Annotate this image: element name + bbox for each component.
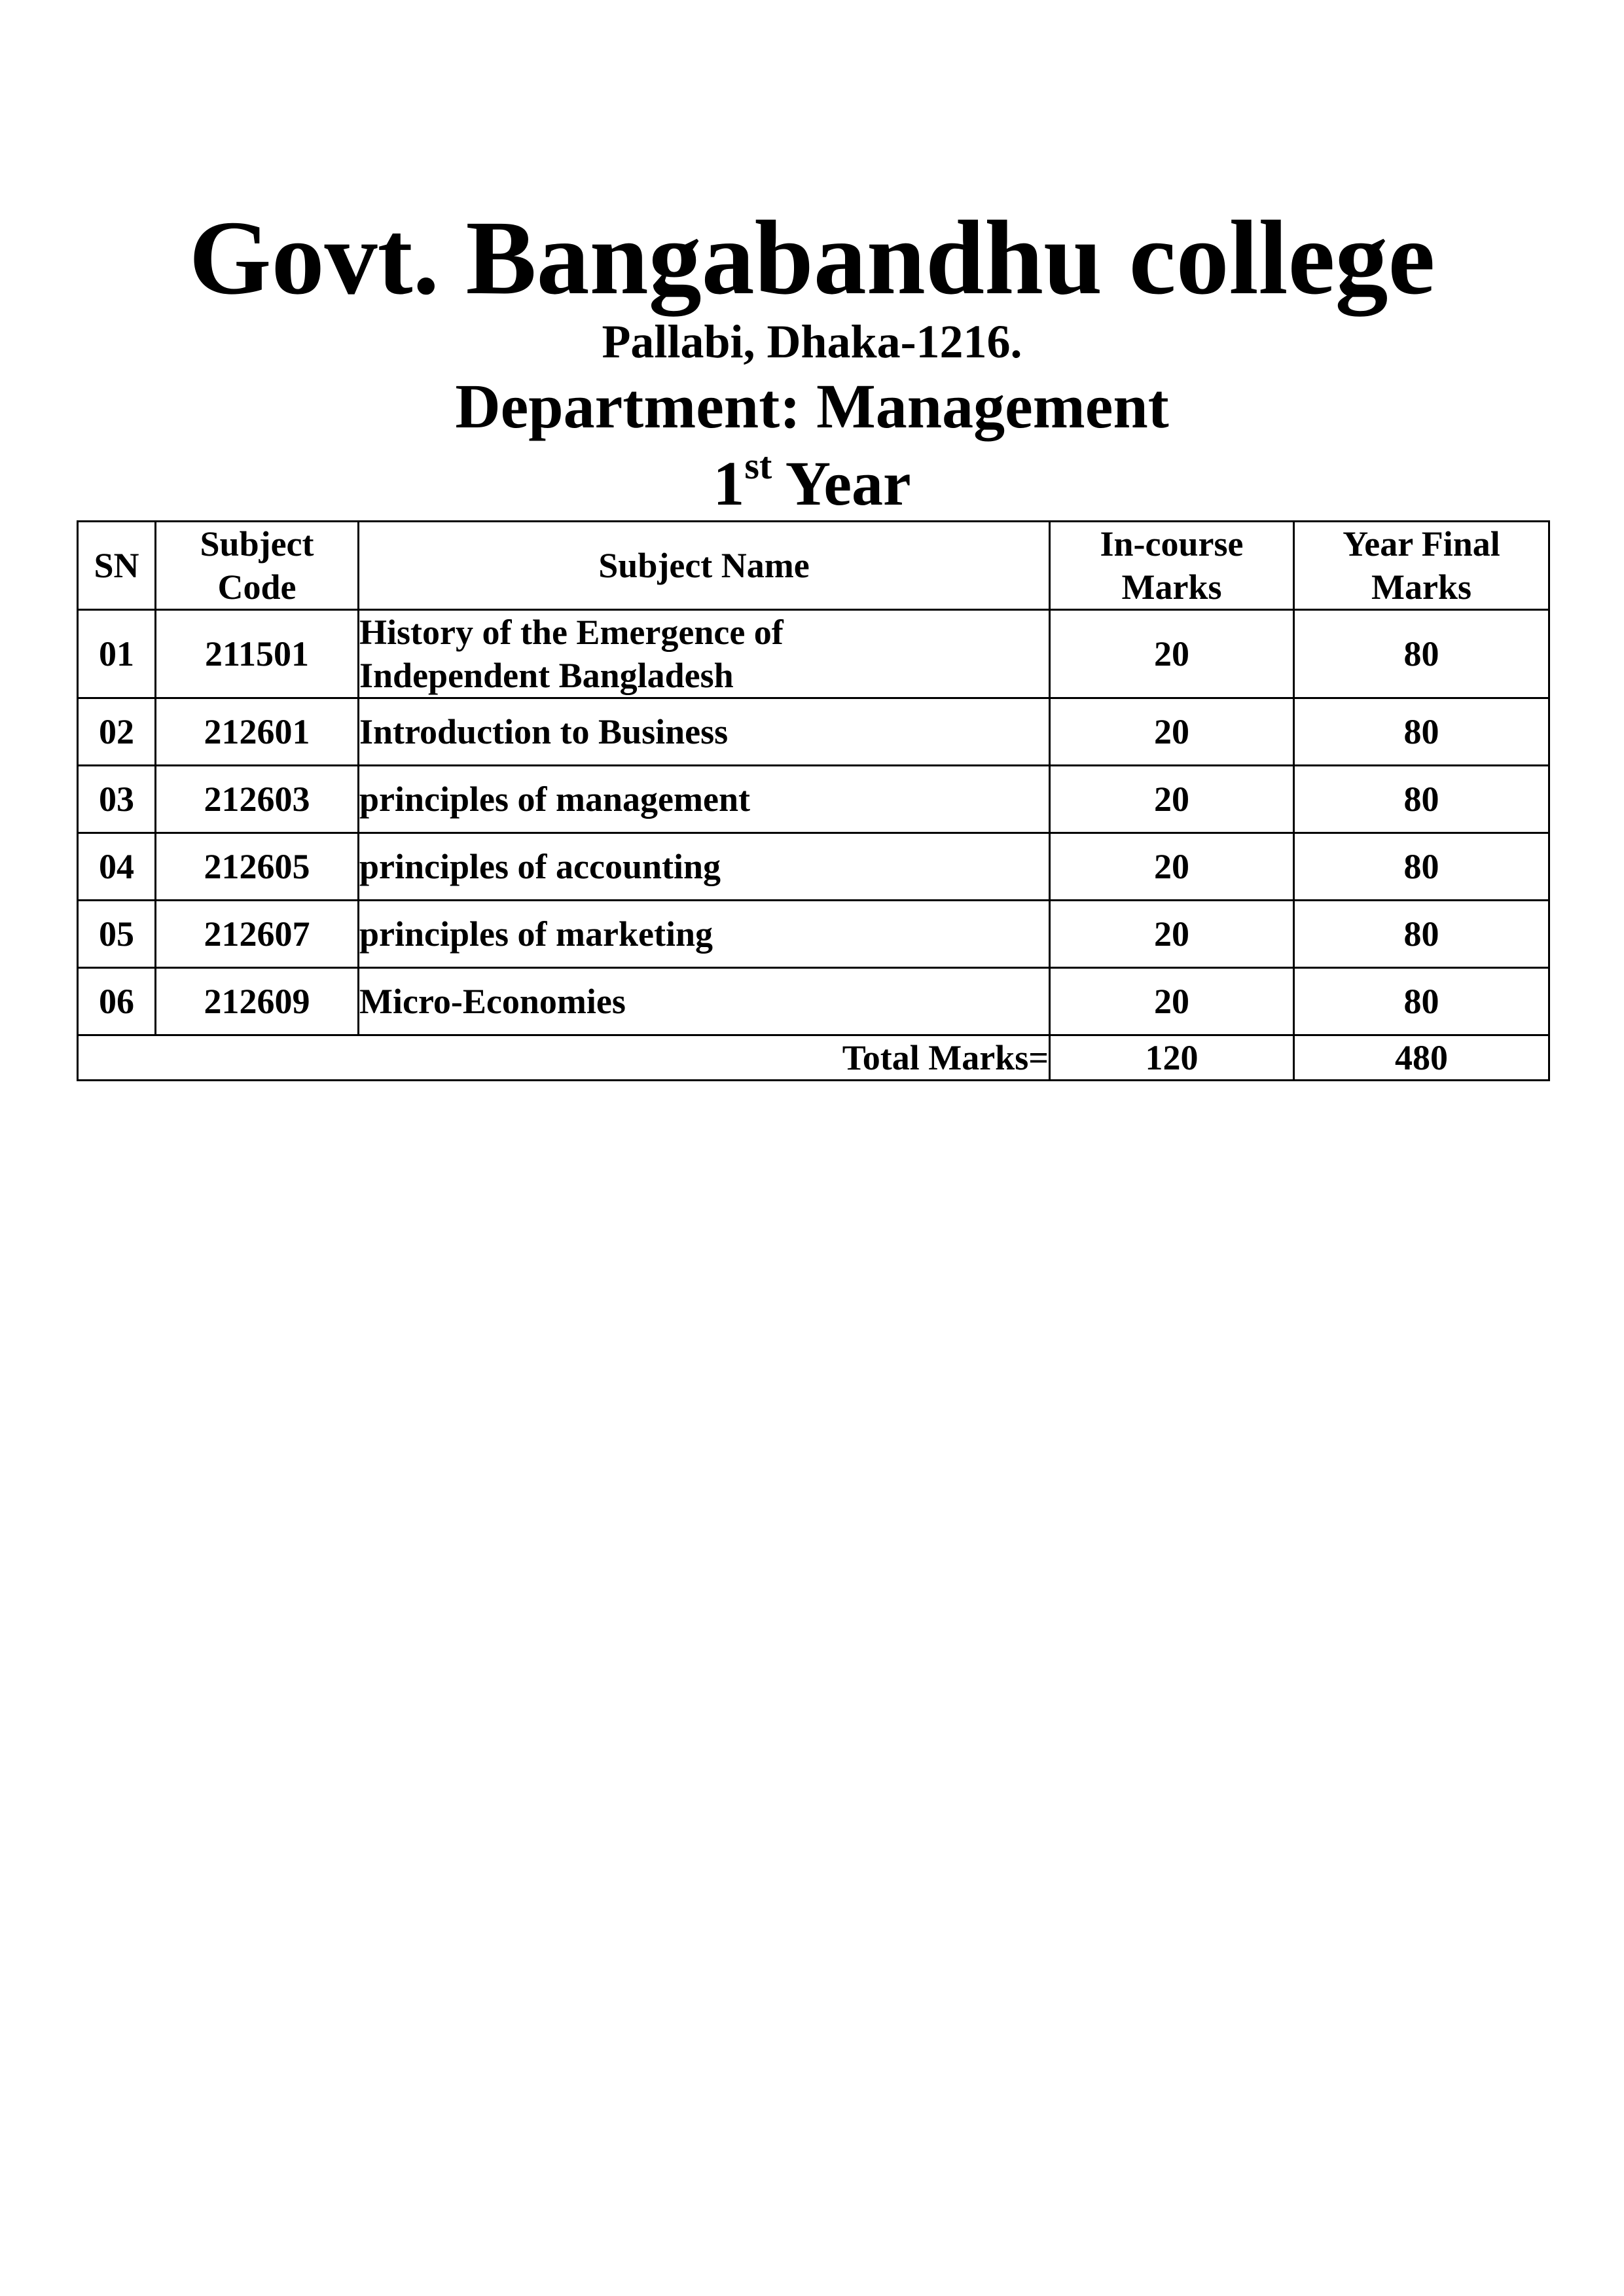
- cell-year-final: 80: [1294, 610, 1549, 698]
- cell-in-course: 20: [1050, 610, 1294, 698]
- cell-sn: 04: [78, 833, 156, 901]
- cell-subject-code: 212603: [156, 766, 359, 833]
- cell-subject-code: 212601: [156, 698, 359, 766]
- table-row: [78, 968, 1549, 1035]
- cell-subject-name: principles of accounting: [359, 833, 1050, 901]
- cell-subject-name: History of the Emergence of Independent Bangladesh: [359, 610, 1050, 698]
- total-in-course: 120: [1050, 1035, 1294, 1081]
- table-row: [78, 901, 1549, 968]
- cell-sn: 03: [78, 766, 156, 833]
- cell-subject-code: 212605: [156, 833, 359, 901]
- cell-in-course: 20: [1050, 901, 1294, 968]
- total-year-final: 480: [1294, 1035, 1549, 1081]
- cell-subject-code: 212607: [156, 901, 359, 968]
- cell-subject-code: 212609: [156, 968, 359, 1035]
- cell-subject-name: principles of management: [359, 766, 1050, 833]
- table-row: [78, 833, 1549, 901]
- table-row: [78, 698, 1549, 766]
- total-label: Total Marks=: [78, 1035, 1050, 1081]
- cell-sn: 01: [78, 610, 156, 698]
- cell-year-final: 80: [1294, 968, 1549, 1035]
- cell-sn: 02: [78, 698, 156, 766]
- header-year-final-marks: Year Final Marks: [1294, 522, 1549, 610]
- department-title: Department: Management: [455, 371, 1169, 441]
- cell-subject-name: principles of marketing: [359, 901, 1050, 968]
- cell-in-course: 20: [1050, 833, 1294, 901]
- cell-sn: 05: [78, 901, 156, 968]
- table-row: [78, 610, 1549, 698]
- total-row: [78, 1035, 1549, 1081]
- header-subject-code: Subject Code: [156, 522, 359, 610]
- marks-table: [77, 520, 1550, 1081]
- cell-subject-name: Micro-Economies: [359, 968, 1050, 1035]
- cell-subject-name: Introduction to Business: [359, 698, 1050, 766]
- cell-in-course: 20: [1050, 766, 1294, 833]
- table-row: [78, 766, 1549, 833]
- cell-in-course: 20: [1050, 698, 1294, 766]
- year-number: 1: [713, 448, 745, 518]
- cell-year-final: 80: [1294, 766, 1549, 833]
- year-title: [0, 445, 1624, 531]
- college-address: Pallabi, Dhaka-1216.: [602, 315, 1022, 368]
- cell-sn: 06: [78, 968, 156, 1035]
- cell-subject-code: 211501: [156, 610, 359, 698]
- cell-in-course: 20: [1050, 968, 1294, 1035]
- header-in-course-marks: In-course Marks: [1050, 522, 1294, 610]
- cell-year-final: 80: [1294, 698, 1549, 766]
- year-word: Year: [785, 448, 911, 518]
- cell-year-final: 80: [1294, 833, 1549, 901]
- table-header-row: [78, 522, 1549, 610]
- college-name: Govt. Bangabandhu college: [189, 200, 1435, 317]
- year-suffix: st: [744, 444, 772, 487]
- header-sn: SN: [78, 522, 156, 610]
- header-subject-name: Subject Name: [359, 522, 1050, 610]
- cell-year-final: 80: [1294, 901, 1549, 968]
